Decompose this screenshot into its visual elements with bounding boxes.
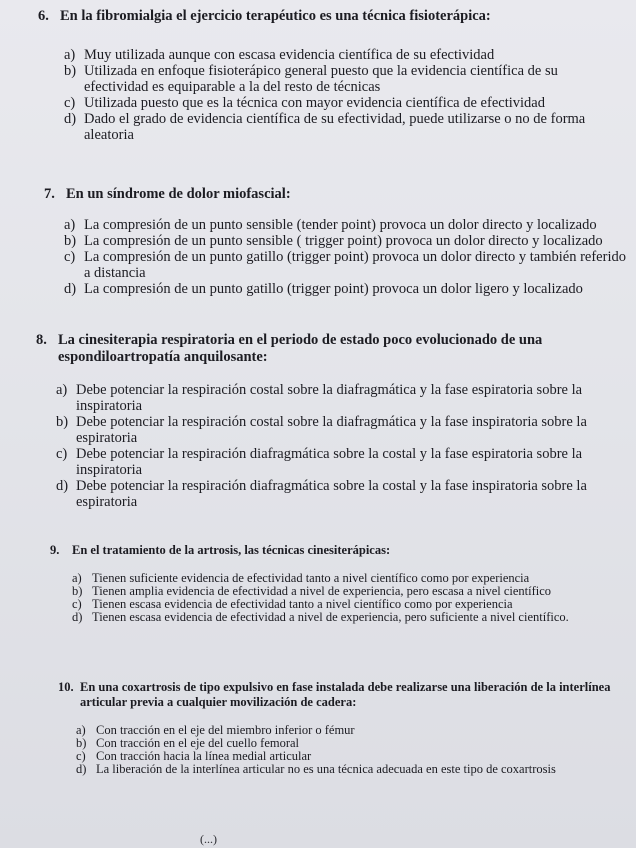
option-d: d) La compresión de un punto gatillo (trigger point) provoca un dolor ligero y localizado: [64, 281, 583, 297]
question-7: [44, 186, 629, 297]
option-list: [64, 217, 629, 297]
option-d: d) Dado el grado de evidencia científica de su efectividad, puede utilizarse o no de forma aleatoria: [64, 111, 586, 143]
option-c: c) Con tracción hacia la línea medial articular: [76, 749, 312, 763]
question-title: [36, 332, 618, 366]
question-text: En un síndrome de dolor miofascial:: [66, 186, 291, 202]
question-6: [38, 8, 618, 143]
question-title: [50, 543, 620, 558]
option-a: a) La compresión de un punto sensible (tender point) provoca un dolor directo y localizado: [64, 217, 597, 233]
question-text: En el tratamiento de la artrosis, las técnicas cinesiterápicas:: [72, 543, 391, 557]
option-c: c) Tienen escasa evidencia de efectividad tanto a nivel científico como por experiencia: [72, 597, 513, 611]
question-text: En la fibromialgia el ejercicio terapéutico es una técnica fisioterápica:: [60, 8, 491, 24]
option-a: a) Con tracción en el eje del miembro inferior o fémur: [76, 723, 355, 737]
option-a: a) Debe potenciar la respiración costal sobre la diafragmática y la fase espiratoria sobre la inspiratoria: [56, 382, 583, 414]
question-title: [38, 8, 618, 25]
option-c: c) Debe potenciar la respiración diafragmática sobre la costal y la fase espiratoria sobre la inspiratoria: [56, 446, 583, 478]
option-a: a) Muy utilizada aunque con escasa evidencia científica de su efectividad: [64, 47, 495, 63]
question-number: 7.: [44, 186, 55, 202]
question-9: [50, 543, 620, 624]
option-a: a) Tienen suficiente evidencia de efectividad tanto a nivel científico como por experiencia: [72, 571, 530, 585]
question-8: [36, 332, 618, 510]
page-footer-mark: (...): [200, 832, 217, 846]
question-number: 9.: [50, 543, 60, 557]
question-title: [44, 186, 629, 203]
option-b: b) Tienen amplia evidencia de efectividad a nivel de experiencia, pero escasa a nivel científico: [72, 584, 552, 598]
option-b: b) Con tracción en el eje del cuello femoral: [76, 736, 300, 750]
option-c: c) Utilizada puesto que es la técnica con mayor evidencia científica de efectividad: [64, 95, 545, 111]
question-number: 8.: [36, 332, 47, 348]
option-list: [64, 47, 618, 143]
option-list: [72, 572, 620, 624]
option-d: d) Tienen escasa evidencia de efectividad a nivel de experiencia, pero suficiente a nivel científico.: [72, 610, 569, 624]
option-list: [76, 724, 613, 776]
question-number: 6.: [38, 8, 49, 24]
option-d: d) Debe potenciar la respiración diafragmática sobre la costal y la fase inspiratoria sobre la espiratoria: [56, 478, 587, 510]
question-10: [58, 680, 613, 776]
question-title: [58, 680, 613, 710]
option-list: [56, 382, 618, 510]
option-b: b) Debe potenciar la respiración costal sobre la diafragmática y la fase inspiratoria sobre la espiratoria: [56, 414, 587, 446]
question-text: En una coxartrosis de tipo expulsivo en fase instalada debe realizarse una liberación de la interlínea articular previa a cualquier movilización de cadera:: [80, 680, 611, 709]
question-text: La cinesiterapia respiratoria en el periodo de estado poco evolucionado de una espondiloartropatía anquilosante:: [58, 332, 543, 365]
option-d: d) La liberación de la interlínea articular no es una técnica adecuada en este tipo de coxartrosis: [76, 762, 556, 776]
option-c: c) La compresión de un punto gatillo (trigger point) provoca un dolor directo y también referido a distancia: [64, 249, 626, 281]
question-number: 10.: [58, 680, 74, 694]
option-b: b) La compresión de un punto sensible ( trigger point) provoca un dolor directo y localizado: [64, 233, 603, 249]
option-b: b) Utilizada en enfoque fisioterápico general puesto que la evidencia científica de su efectividad es equiparable a la del resto de técnicas: [64, 63, 558, 95]
